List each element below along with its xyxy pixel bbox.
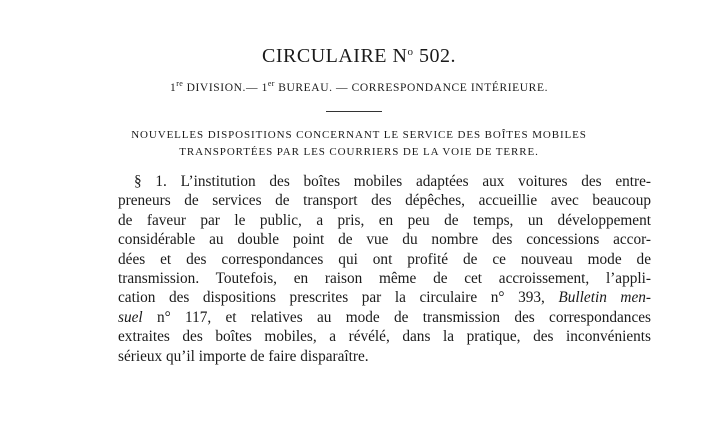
title-number: 502.	[413, 45, 456, 67]
body-line-8-text: n° 117, et relatives au mode de transmission des correspondances	[142, 308, 651, 326]
circular-title	[0, 40, 718, 68]
body-line-7	[118, 288, 651, 307]
heading-line-2: TRANSPORTÉES PAR LES COURRIERS DE LA VOIE DE TERRE.	[179, 146, 539, 158]
division-num: 1	[169, 82, 177, 94]
body-line-4: considérable au double point de vue du nombre des concessions accor-	[118, 231, 651, 249]
body-paragraph	[118, 172, 651, 366]
body-line-9: extraites des boîtes mobiles, a révélé, dans la pratique, des inconvénients	[118, 328, 651, 346]
section-heading	[0, 127, 718, 161]
separator-rule	[326, 111, 382, 112]
body-line-8	[118, 308, 651, 327]
bulletin-italic-b: suel	[118, 308, 143, 326]
heading-line-1: NOUVELLES DISPOSITIONS CONCERNANT LE SERVICE DES BOÎTES MOBILES	[131, 129, 587, 141]
bureau-label: BUREAU. — CORRESPONDANCE INTÉRIEURE.	[274, 82, 549, 94]
title-number-sup: o	[407, 46, 414, 58]
bureau-num: 1	[261, 82, 268, 94]
body-line-6: transmission. Toutefois, en raison même de cet accroissement, l’appli-	[118, 270, 651, 288]
body-line-3: de faveur par le public, a pris, en peu de temps, un développement	[118, 211, 651, 229]
bulletin-italic-a: Bulletin men-	[558, 289, 651, 307]
body-line-1: § 1. L’institution des boîtes mobiles adaptées aux voitures des entre-	[134, 173, 651, 190]
body-line-10: sérieux qu’il importe de faire disparaître.	[118, 347, 369, 365]
body-line-2: preneurs de services de transport des dépêches, accueillie avec beaucoup	[118, 192, 651, 210]
body-line-5: dées et des correspondances qui ont profité de ce nouveau mode de	[118, 250, 651, 268]
body-line-7-text: cation des dispositions prescrites par la circulaire n° 393,	[118, 289, 559, 307]
bureau-sup: er	[267, 79, 275, 88]
division-bureau-line	[0, 76, 718, 96]
title-main: CIRCULAIRE N	[262, 45, 408, 67]
division-sup: re	[176, 79, 184, 88]
division-label: DIVISION.—	[183, 82, 262, 94]
